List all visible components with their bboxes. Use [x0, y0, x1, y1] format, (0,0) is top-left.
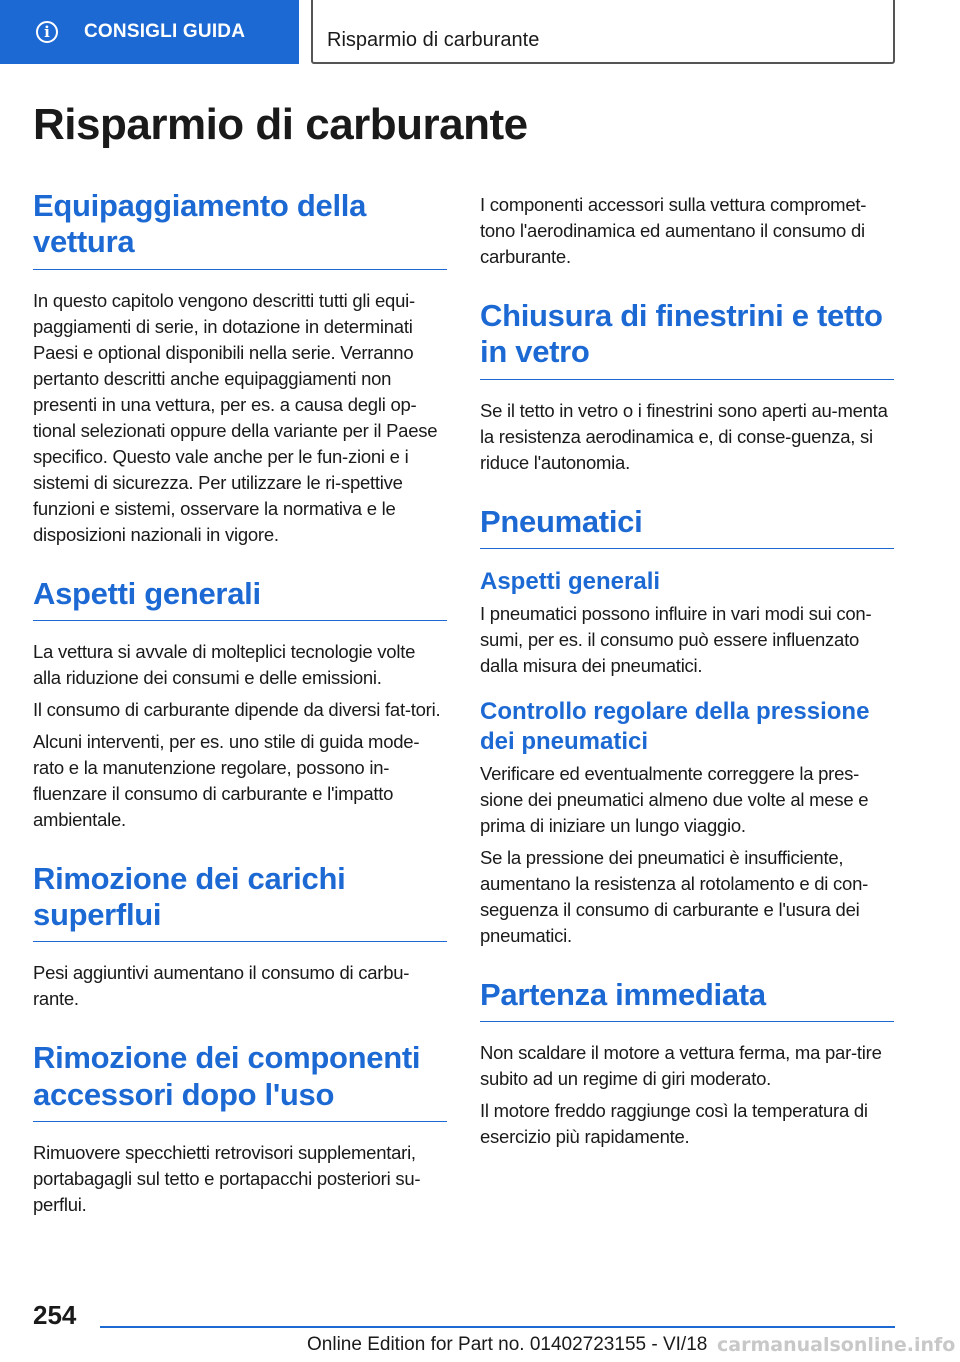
paragraph: Il consumo di carburante dipende da diversi fat-tori.	[33, 698, 441, 720]
paragraph: Se il tetto in vetro o i finestrini sono aperti au-menta la resistenza aerodinamica e, di conse-guenza, si riduce l'autonomia.	[480, 399, 888, 473]
page-title: Risparmio di carburante	[33, 100, 528, 149]
left-column	[33, 188, 447, 1224]
paragraph: Rimuovere specchietti retrovisori supplementari, portabagagli sul tetto e portapacchi posteriori su-perflui.	[33, 1141, 421, 1215]
footer-edition: Online Edition for Part no. 01402723155 - VI/18	[307, 1334, 708, 1355]
paragraph: Non scaldare il motore a vettura ferma, ma par-tire subito ad un regime di giri moderato.	[480, 1042, 882, 1090]
watermark: carmanualsonline.info	[717, 1334, 956, 1356]
heading-aspetti-generali: Aspetti generali	[33, 576, 447, 621]
paragraph: La vettura si avvale di molteplici tecnologie volte alla riduzione dei consumi e delle emissioni.	[33, 640, 416, 688]
heading-partenza-immediata: Partenza immediata	[480, 977, 894, 1022]
info-icon: i	[36, 21, 58, 43]
heading-pneumatici: Pneumatici	[480, 504, 894, 549]
heading-equipaggiamento: Equipaggiamento della vettura	[33, 188, 447, 270]
paragraph: Pesi aggiuntivi aumentano il consumo di carbu-rante.	[33, 962, 410, 1010]
paragraph: Alcuni interventi, per es. uno stile di guida mode-rato e la manutenzione regolare, possono in-fluenzare il consumo di carburante e l'impatto ambientale.	[33, 730, 420, 830]
section-tab-label: CONSIGLI GUIDA	[84, 21, 246, 42]
paragraph: Verificare ed eventualmente correggere la pres-sione dei pneumatici almeno due volte al mese e prima di iniziare un lungo viaggio.	[480, 762, 869, 836]
page-number: 254	[33, 1300, 77, 1330]
paragraph: Il motore freddo raggiunge così la temperatura di esercizio più rapidamente.	[480, 1100, 868, 1148]
breadcrumb	[311, 0, 895, 64]
paragraph: I pneumatici possono influire in vari modi sui con-sumi, per es. il consumo può essere influenzato dalla misura dei pneumatici.	[480, 602, 872, 676]
section-tab[interactable]	[0, 0, 299, 64]
breadcrumb-text: Risparmio di carburante	[327, 29, 540, 51]
right-column	[480, 192, 894, 1156]
heading-rimozione-carichi: Rimozione dei carichi superflui	[33, 861, 447, 943]
heading-chiusura-finestrini: Chiusura di finestrini e tetto in vetro	[480, 298, 894, 380]
paragraph: I componenti accessori sulla vettura compromet-tono l'aerodinamica ed aumentano il consumo di carburante.	[480, 194, 867, 267]
subheading-controllo-pressione: Controllo regolare della pressione dei pneumatici	[480, 697, 870, 755]
heading-rimozione-componenti: Rimozione dei componenti accessori dopo l'uso	[33, 1040, 447, 1122]
subheading-aspetti-generali: Aspetti generali	[480, 567, 661, 595]
footer-divider	[100, 1326, 895, 1328]
paragraph: Se la pressione dei pneumatici è insufficiente, aumentano la resistenza al rotolamento e di con-seguenza il consumo di carburante e l'usura dei pneumatici.	[480, 846, 869, 946]
paragraph: In questo capitolo vengono descritti tutti gli equi-paggiamenti di serie, in dotazione in determinati Paesi e optional disponibili nella serie. Verranno pertanto descritti anche equipaggiamenti non presenti in una vettura, per es. a causa degli op-tional selezionati oppure della variante per il Paese specifico. Questo vale anche per le fun-zioni e i sistemi di sicurezza. Per utilizzare le ri-spettive funzioni e sistemi, osservare la normativa e le disposizioni nazionali in vigore.	[33, 289, 438, 545]
